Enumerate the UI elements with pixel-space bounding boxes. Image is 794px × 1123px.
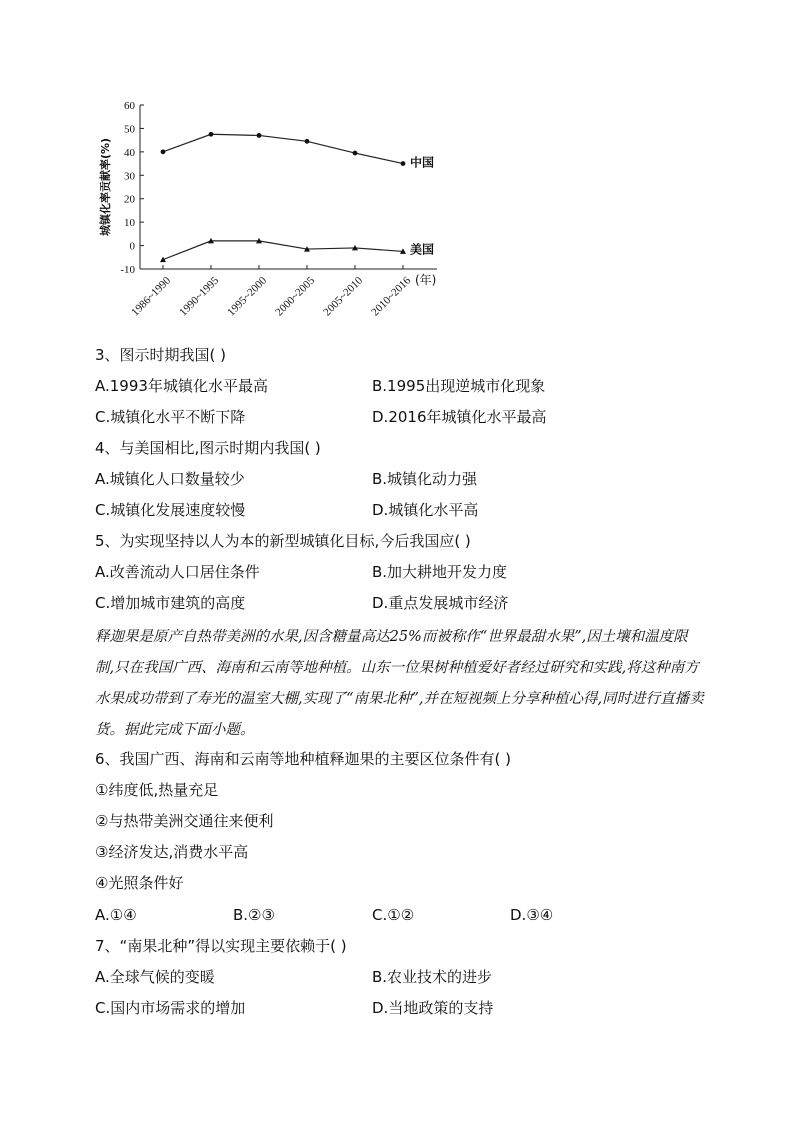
question-7-option-b[interactable]: B.农业技术的进步 — [372, 968, 493, 986]
y-tick-label: 0 — [129, 240, 135, 253]
question-4-option-d[interactable]: D.城镇化水平高 — [372, 501, 479, 519]
series-1-point — [161, 149, 166, 154]
question-6-stem: 6、我国广西、海南和云南等地种植释迦果的主要区位条件有( ) — [95, 750, 512, 768]
series-1-point — [305, 139, 310, 144]
question-3-option-b[interactable]: B.1995出现逆城市化现象 — [372, 377, 546, 395]
question-4-option-a[interactable]: A.城镇化人口数量较少 — [95, 470, 245, 488]
x-tick-label: 1995~2000 — [225, 274, 270, 319]
y-tick-label: -10 — [120, 264, 135, 276]
question-5-stem: 5、为实现坚持以人为本的新型城镇化目标,今后我国应( ) — [95, 532, 471, 550]
series-1-point — [257, 133, 262, 138]
question-5-option-d[interactable]: D.重点发展城市经济 — [372, 594, 509, 612]
question-6-option-d[interactable]: D.③④ — [510, 906, 554, 924]
question-3-stem: 3、图示时期我国( ) — [95, 346, 227, 364]
y-tick-label: 60 — [124, 100, 135, 112]
question-5-option-b[interactable]: B.加大耕地开发力度 — [372, 563, 508, 581]
question-7-option-c[interactable]: C.国内市场需求的增加 — [95, 999, 246, 1017]
question-3-option-d[interactable]: D.2016年城镇化水平最高 — [372, 408, 547, 426]
question-3-option-c[interactable]: C.城镇化水平不断下降 — [95, 408, 246, 426]
question-7-option-a[interactable]: A.全球气候的变暖 — [95, 968, 215, 986]
question-4-option-b[interactable]: B.城镇化动力强 — [372, 470, 478, 488]
x-tick-label: 2000~2005 — [273, 274, 318, 319]
question-6-option-a[interactable]: A.①④ — [95, 906, 137, 924]
question-3-option-a[interactable]: A.1993年城镇化水平最高 — [95, 377, 268, 395]
question-6-option-c[interactable]: C.①② — [372, 906, 415, 924]
y-tick-label: 40 — [124, 146, 135, 159]
y-tick-label: 10 — [124, 217, 135, 230]
question-6-statement-3: ③经济发达,消费水平高 — [95, 843, 249, 861]
x-tick-label: 1990~1995 — [177, 274, 222, 319]
question-6-option-b[interactable]: B.②③ — [233, 906, 275, 924]
y-axis-title: 城镇化率贡献率(%) — [99, 137, 112, 237]
y-tick-label: 20 — [124, 193, 135, 206]
question-5-option-a[interactable]: A.改善流动人口居住条件 — [95, 563, 260, 581]
question-7-stem: 7、“南果北种”得以实现主要依赖于( ) — [95, 937, 347, 955]
series-1-point — [401, 161, 406, 166]
series-line-2 — [163, 241, 403, 260]
urbanization-line-chart — [95, 92, 455, 337]
y-tick-label: 30 — [124, 170, 135, 183]
series-1-point — [353, 151, 358, 156]
series-label: 美国 — [410, 242, 435, 257]
question-6-statement-4: ④光照条件好 — [95, 874, 184, 892]
question-6-statement-2: ②与热带美洲交通往来便利 — [95, 812, 274, 830]
x-tick-label: 2010~2016 — [369, 274, 414, 319]
x-tick-label: 2005~2010 — [321, 274, 366, 319]
x-tick-label: 1986~1990 — [129, 274, 174, 319]
y-tick-label: 50 — [124, 123, 135, 136]
series-label: 中国 — [410, 155, 435, 170]
series-line-1 — [163, 134, 403, 163]
question-5-option-c[interactable]: C.增加城市建筑的高度 — [95, 594, 246, 612]
question-6-statement-1: ①纬度低,热量充足 — [95, 781, 219, 799]
series-1-point — [209, 132, 214, 137]
question-4-stem: 4、与美国相比,图示时期内我国( ) — [95, 439, 321, 457]
question-4-option-c[interactable]: C.城镇化发展速度较慢 — [95, 501, 246, 519]
question-7-option-d[interactable]: D.当地政策的支持 — [372, 999, 494, 1017]
x-axis-title: (年) — [415, 273, 437, 287]
reading-passage: 释迦果是原产自热带美洲的水果,因含糖量高达25%而被称作“世界最甜水果”,因土壤和温度限制,只在我国广西、海南和云南等地种植。山东一位果树种植爱好者经过研究和实践,将这种南方水果成功带到了寿光的温室大棚,实现了“南果北种”,并在短视频上分享种植心得,同时进行直播卖货。据此完成下面小题。 — [95, 629, 704, 738]
